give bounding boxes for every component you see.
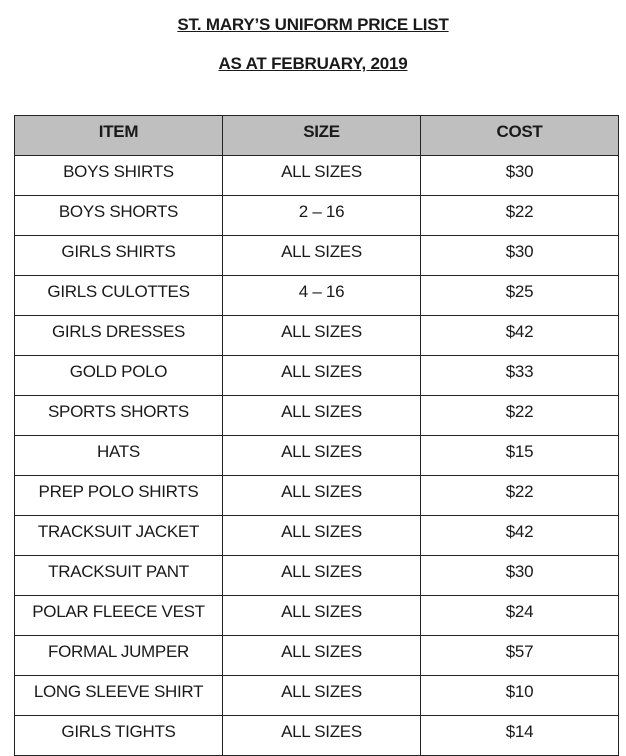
size-cell: ALL SIZES	[223, 316, 421, 356]
item-cell: BOYS SHORTS	[15, 196, 223, 236]
size-cell: ALL SIZES	[223, 236, 421, 276]
item-cell: POLAR FLEECE VEST	[15, 596, 223, 636]
size-cell: ALL SIZES	[223, 356, 421, 396]
cost-cell: $25	[421, 276, 619, 316]
document-title: ST. MARY’S UNIFORM PRICE LIST	[177, 15, 449, 34]
size-cell: ALL SIZES	[223, 556, 421, 596]
table-row	[15, 436, 619, 476]
size-cell: ALL SIZES	[223, 716, 421, 756]
table-row	[15, 236, 619, 276]
item-cell: SPORTS SHORTS	[15, 396, 223, 436]
table-row	[15, 476, 619, 516]
table-row	[15, 156, 619, 196]
item-cell: GIRLS SHIRTS	[15, 236, 223, 276]
cost-cell: $10	[421, 676, 619, 716]
size-cell: ALL SIZES	[223, 156, 421, 196]
cost-cell: $24	[421, 596, 619, 636]
table-row	[15, 636, 619, 676]
size-cell: ALL SIZES	[223, 676, 421, 716]
header-size: SIZE	[223, 116, 421, 156]
table-row	[15, 396, 619, 436]
cost-cell: $30	[421, 156, 619, 196]
size-cell: 2 – 16	[223, 196, 421, 236]
item-cell: FORMAL JUMPER	[15, 636, 223, 676]
item-cell: GOLD POLO	[15, 356, 223, 396]
table-row	[15, 556, 619, 596]
table-row	[15, 676, 619, 716]
item-cell: GIRLS DRESSES	[15, 316, 223, 356]
cost-cell: $42	[421, 516, 619, 556]
table-row	[15, 316, 619, 356]
table-row	[15, 276, 619, 316]
size-cell: ALL SIZES	[223, 436, 421, 476]
cost-cell: $22	[421, 196, 619, 236]
cost-cell: $42	[421, 316, 619, 356]
cost-cell: $22	[421, 396, 619, 436]
item-cell: LONG SLEEVE SHIRT	[15, 676, 223, 716]
document-subtitle: AS AT FEBRUARY, 2019	[218, 54, 408, 73]
size-cell: ALL SIZES	[223, 516, 421, 556]
item-cell: GIRLS CULOTTES	[15, 276, 223, 316]
price-table	[14, 115, 619, 756]
header-item: ITEM	[15, 116, 223, 156]
item-cell: PREP POLO SHIRTS	[15, 476, 223, 516]
size-cell: ALL SIZES	[223, 476, 421, 516]
table-row	[15, 596, 619, 636]
item-cell: BOYS SHIRTS	[15, 156, 223, 196]
size-cell: ALL SIZES	[223, 596, 421, 636]
header-cost: COST	[421, 116, 619, 156]
item-cell: TRACKSUIT PANT	[15, 556, 223, 596]
item-cell: GIRLS TIGHTS	[15, 716, 223, 756]
size-cell: 4 – 16	[223, 276, 421, 316]
cost-cell: $14	[421, 716, 619, 756]
size-cell: ALL SIZES	[223, 396, 421, 436]
cost-cell: $22	[421, 476, 619, 516]
table-row	[15, 516, 619, 556]
cost-cell: $33	[421, 356, 619, 396]
cost-cell: $57	[421, 636, 619, 676]
cost-cell: $15	[421, 436, 619, 476]
cost-cell: $30	[421, 236, 619, 276]
table-row	[15, 356, 619, 396]
item-cell: HATS	[15, 436, 223, 476]
size-cell: ALL SIZES	[223, 636, 421, 676]
table-row	[15, 196, 619, 236]
table-header-row	[15, 116, 619, 156]
item-cell: TRACKSUIT JACKET	[15, 516, 223, 556]
cost-cell: $30	[421, 556, 619, 596]
table-row	[15, 716, 619, 756]
